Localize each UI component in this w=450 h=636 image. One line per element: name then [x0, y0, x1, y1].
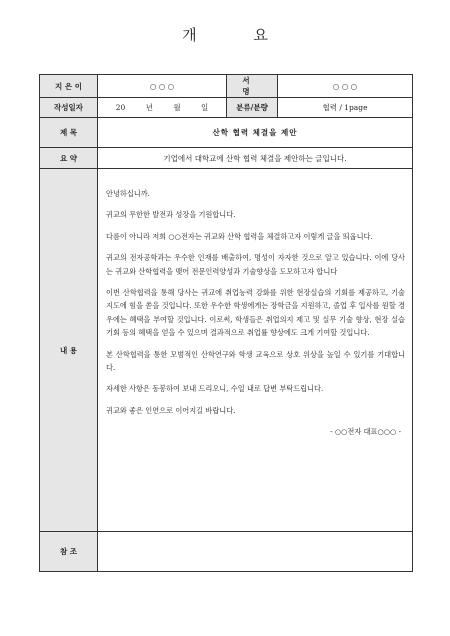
content-paragraph-benefits: 이번 산학협력을 통해 당사는 귀교에 취업능력 강화를 위한 현장실습의 기회를 제공하고, 기술 지도에 힘을 쏟을 것입니다. 또한 우수한 학생에게는 장학금을 지원하고, 졸업 후 입사를 원할 경우에는 혜택을 부여할 것입니다. 이로써, 학생들은 취업의지 제고 및 실무 기술 향상, 현장 실습 기회 등의 혜택을 얻을 수 있으며 결과적으로 취업률 향상에도 크게 기여할 것입니다.: [106, 288, 405, 338]
content-row: [40, 169, 413, 532]
content-paragraph-closing: 귀교와 좋은 인연으로 이어지길 바랍니다.: [106, 405, 236, 415]
author-value: ○ ○ ○: [98, 75, 227, 98]
content-body: [98, 169, 412, 439]
date-row: [40, 98, 413, 118]
subject-row: [40, 118, 413, 148]
reference-label: 참 조: [40, 532, 98, 572]
content-paragraph-expectation: 본 산학협력을 통한 모범적인 산학연구와 학생 교육으로 상호 위상을 높일 수 있기를 기대합니다.: [106, 349, 405, 373]
summary-value: 기업에서 대학교에 산학 협력 체결을 제안하는 글입니다.: [98, 148, 413, 169]
subject-label: 제 목: [40, 118, 98, 148]
content-label: 내 용: [40, 169, 98, 532]
content-paragraph-reason: 귀교의 전자공학과는 우수한 인재를 배출하여, 명성이 자자한 것으로 알고 있습니다. 이에 당사는 귀교와 산학협력을 맺어 전문인력양성과 기술향상을 도모하고자 합니다: [106, 253, 405, 276]
category-value: 협력 / 1page: [278, 98, 413, 118]
subject-value: 산학 협력 체결을 제안: [98, 118, 413, 148]
summary-label: 요 약: [40, 148, 98, 169]
signature-label: 서 명: [227, 75, 278, 98]
category-label: 분류/분량: [227, 98, 278, 118]
document-title: 개 요: [182, 26, 294, 44]
summary-row: [40, 148, 413, 169]
signature-value: ○ ○ ○: [278, 75, 413, 98]
content-paragraph-request: 자세한 사항은 동봉하여 보내 드리오니, 수일 내로 답변 부탁드립니다.: [106, 384, 324, 394]
reference-row: [40, 532, 413, 572]
content-paragraph-purpose: 다름이 아니라 저희 ○○전자는 귀교와 산학 협력을 체결하고자 이렇게 글을 띄웁니다.: [106, 231, 373, 241]
content-signature: - ○○전자 대표○○○ -: [330, 427, 401, 437]
content-paragraph-wishes: 귀교의 무한한 발전과 성장을 기원합니다.: [106, 210, 236, 220]
author-row: [40, 75, 413, 98]
date-value: 20 년 월 일: [98, 98, 227, 118]
author-label: 지 은 이: [40, 75, 98, 98]
content-cell: [98, 169, 413, 532]
content-paragraph-greeting: 안녕하십니까.: [106, 189, 150, 198]
reference-value: [98, 532, 413, 572]
date-label: 작성일자: [40, 98, 98, 118]
overview-form-table: [39, 74, 413, 572]
